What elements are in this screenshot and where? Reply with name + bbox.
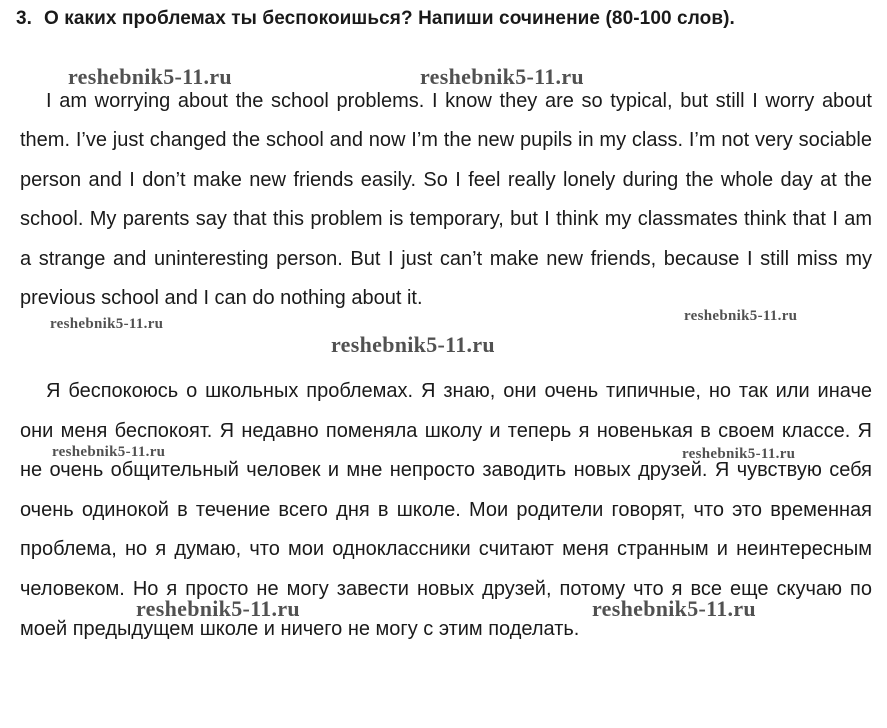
essay-russian-paragraph: Я беспокоюсь о школьных проблемах. Я знаю, они очень типичные, но так или иначе они меня беспокоят. Я недавно поменяла школу и теперь я новенькая в своем классе. Я не очень общительный человек и мне непросто заводить новых друзей. Я чувствую себя очень одинокой в течение всего дня в школе. Мои родители говорят, что это временная проблема, но я думаю, что мои одноклассники считают меня странным и неинтересным человеком. Но я просто не могу завести новых друзей, потому что я все еще скучаю по моей предыдущем школе и ничего не могу с этим поделать. [20,380,872,640]
watermark-7: reshebnik5-11.ru [682,446,796,462]
task-header [16,8,876,30]
task-number: 3. [16,8,33,29]
watermark-5: reshebnik5-11.ru [331,332,495,357]
essay-english-paragraph: I am worrying about the school problems. I know they are so typical, but still I worry about them. I’ve just changed the school and now I’m the new pupils in my class. I’m not very sociable person and I don’t make new friends easily. So I feel really lonely during the whole day at the school. My parents say that this problem is temporary, but I think my classmates think that I am a strange and uninteresting person. But I just can’t make new friends, because I still miss my previous school and I can do nothing about it. [20,90,872,310]
watermark-6: reshebnik5-11.ru [52,444,166,460]
watermark-1: reshebnik5-11.ru [68,64,232,89]
watermark-4: reshebnik5-11.ru [684,308,798,324]
watermark-2: reshebnik5-11.ru [420,64,584,89]
watermark-8: reshebnik5-11.ru [136,596,300,621]
watermark-3: reshebnik5-11.ru [50,316,164,332]
watermark-9: reshebnik5-11.ru [592,596,756,621]
task-question: О каких проблемах ты беспокоишься? Напиши сочинение (80-100 слов). [44,8,735,29]
